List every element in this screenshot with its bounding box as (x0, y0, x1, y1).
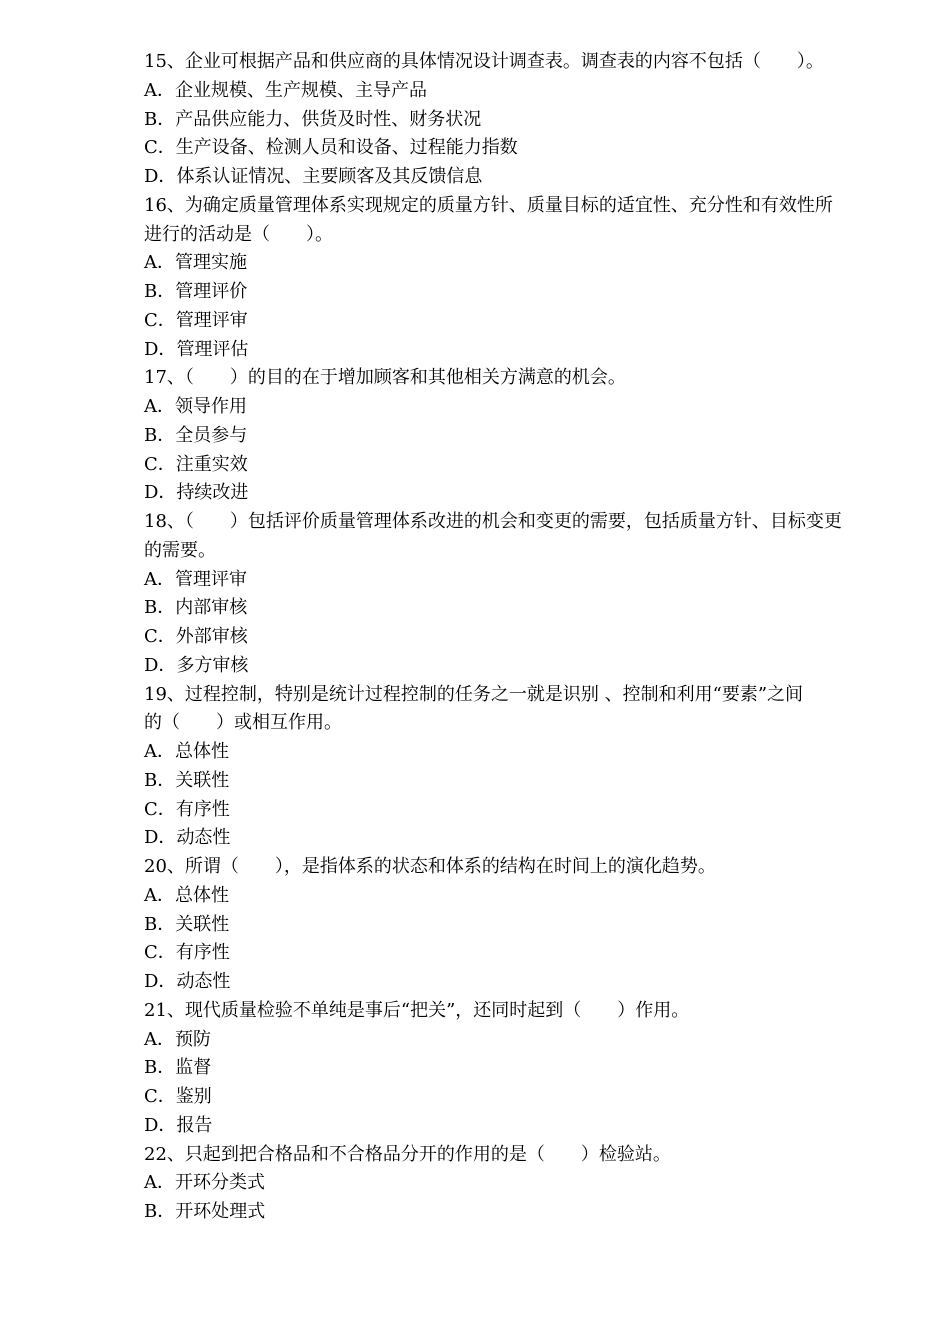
option-text: 关联性 (175, 913, 230, 935)
question-block (144, 681, 876, 854)
answer-option (144, 767, 876, 796)
option-letter: D． (144, 338, 177, 360)
option-text: 注重实效 (175, 453, 248, 475)
answer-option (144, 1083, 876, 1112)
answer-option (144, 134, 876, 163)
option-text: 监督 (175, 1057, 212, 1079)
option-text: 报告 (176, 1114, 213, 1136)
option-letter: A． (144, 1172, 175, 1194)
answer-option (144, 623, 876, 652)
question-stem-line: 20、所谓（ ），是指体系的状态和体系的结构在时间上的演化趋势。 (144, 856, 716, 877)
option-text: 总体性 (175, 741, 229, 762)
answer-option (144, 824, 876, 853)
option-letter: B． (144, 108, 176, 130)
option-letter: A． (144, 884, 175, 906)
question-stem-line: 的需要。 (144, 539, 216, 561)
option-text: 预防 (175, 1028, 211, 1050)
option-letter: D． (144, 1114, 177, 1136)
answer-option (144, 106, 876, 135)
question-stem-line: 16、为确定质量管理体系实现规定的质量方针、质量目标的适宜性、充分性和有效性所 (144, 194, 833, 216)
option-letter: C． (144, 137, 176, 159)
option-letter: C． (144, 942, 176, 964)
question-stem-line: 15、企业可根据产品和供应商的具体情况设计调查表。调查表的内容不包括（ ）。 (144, 51, 824, 72)
question-block (144, 508, 876, 681)
answer-option (144, 249, 876, 278)
option-letter: B． (144, 913, 176, 935)
answer-option (144, 422, 876, 451)
question-block (144, 192, 876, 365)
answer-option (144, 1198, 876, 1227)
option-text: 体系认证情况、主要顾客及其反馈信息 (176, 166, 483, 187)
question-stem-line: 进行的活动是（ ）。 (144, 223, 333, 245)
option-letter: B． (144, 769, 176, 791)
answer-option (144, 652, 876, 681)
option-letter: C． (144, 453, 176, 475)
option-letter: C． (144, 1086, 176, 1107)
answer-option (144, 1112, 876, 1141)
question-stem-line: 21、现代质量检验不单纯是事后“把关”，还同时起到（ ）作用。 (144, 999, 690, 1021)
question-block (144, 48, 876, 192)
option-text: 关联性 (175, 769, 230, 791)
answer-option (144, 336, 876, 365)
answer-option (144, 566, 876, 595)
answer-option (144, 278, 876, 307)
option-letter: D． (144, 482, 177, 504)
answer-option (144, 163, 876, 192)
option-text: 管理实施 (175, 252, 247, 274)
option-letter: A． (144, 1028, 175, 1050)
option-letter: A． (144, 396, 175, 417)
answer-option (144, 393, 876, 422)
option-letter: D． (144, 827, 177, 849)
option-text: 管理评价 (175, 281, 248, 302)
option-letter: D． (144, 654, 177, 676)
option-text: 多方审核 (176, 654, 249, 676)
option-letter: C． (144, 309, 176, 331)
option-letter: B． (144, 281, 176, 302)
option-letter: A． (144, 79, 175, 101)
question-block (144, 853, 876, 997)
option-text: 持续改进 (176, 482, 249, 504)
option-text: 生产设备、检测人员和设备、过程能力指数 (175, 137, 518, 159)
option-text: 开环处理式 (175, 1201, 266, 1222)
option-text: 动态性 (176, 971, 231, 992)
option-letter: A． (144, 568, 175, 590)
answer-option (144, 1026, 876, 1055)
option-text: 总体性 (175, 884, 229, 906)
question-block (144, 1141, 876, 1227)
option-letter: C． (144, 626, 176, 647)
option-text: 开环分类式 (175, 1172, 265, 1194)
question-stem-line: 的（ ）或相互作用。 (144, 712, 342, 734)
option-text: 鉴别 (175, 1086, 212, 1107)
question-block (144, 997, 876, 1141)
answer-option (144, 939, 876, 968)
answer-option (144, 479, 876, 508)
answer-option (144, 796, 876, 825)
question-block (144, 364, 876, 508)
answer-option (144, 1054, 876, 1083)
answer-option (144, 451, 876, 480)
option-text: 动态性 (176, 827, 231, 849)
option-text: 管理评审 (175, 568, 247, 590)
option-text: 外部审核 (175, 626, 248, 647)
option-text: 产品供应能力、供货及时性、财务状况 (175, 108, 482, 130)
answer-option (144, 307, 876, 336)
answer-option (144, 882, 876, 911)
question-stem-line: 22、只起到把合格品和不合格品分开的作用的是（ ）检验站。 (144, 1143, 671, 1165)
question-stem-line: 18、（ ）包括评价质量管理体系改进的机会和变更的需要，包括质量方针、目标变更 (144, 511, 842, 532)
option-letter: D． (144, 971, 177, 992)
question-list (144, 48, 876, 1227)
option-letter: D． (144, 166, 177, 187)
option-text: 管理评估 (176, 338, 249, 360)
question-stem-line: 17、（ ）的目的在于增加顾客和其他相关方满意的机会。 (144, 367, 626, 389)
option-text: 有序性 (175, 798, 230, 820)
option-letter: B． (144, 424, 176, 446)
answer-option (144, 594, 876, 623)
answer-option (144, 1169, 876, 1198)
option-text: 企业规模、生产规模、主导产品 (175, 79, 427, 101)
answer-option (144, 77, 876, 106)
option-text: 领导作用 (175, 396, 247, 417)
option-text: 有序性 (175, 942, 230, 964)
option-letter: C． (144, 798, 176, 820)
answer-option (144, 968, 876, 997)
option-letter: A． (144, 252, 175, 274)
option-text: 全员参与 (175, 424, 248, 446)
answer-option (144, 911, 876, 940)
option-text: 内部审核 (175, 597, 248, 619)
option-letter: A． (144, 741, 175, 762)
option-text: 管理评审 (175, 309, 248, 331)
option-letter: B． (144, 1057, 176, 1079)
answer-option (144, 738, 876, 767)
option-letter: B． (144, 597, 176, 619)
question-stem-line: 19、过程控制，特别是统计过程控制的任务之一就是识别 、控制和利用“要素”之间 (144, 683, 804, 705)
option-letter: B． (144, 1201, 176, 1222)
